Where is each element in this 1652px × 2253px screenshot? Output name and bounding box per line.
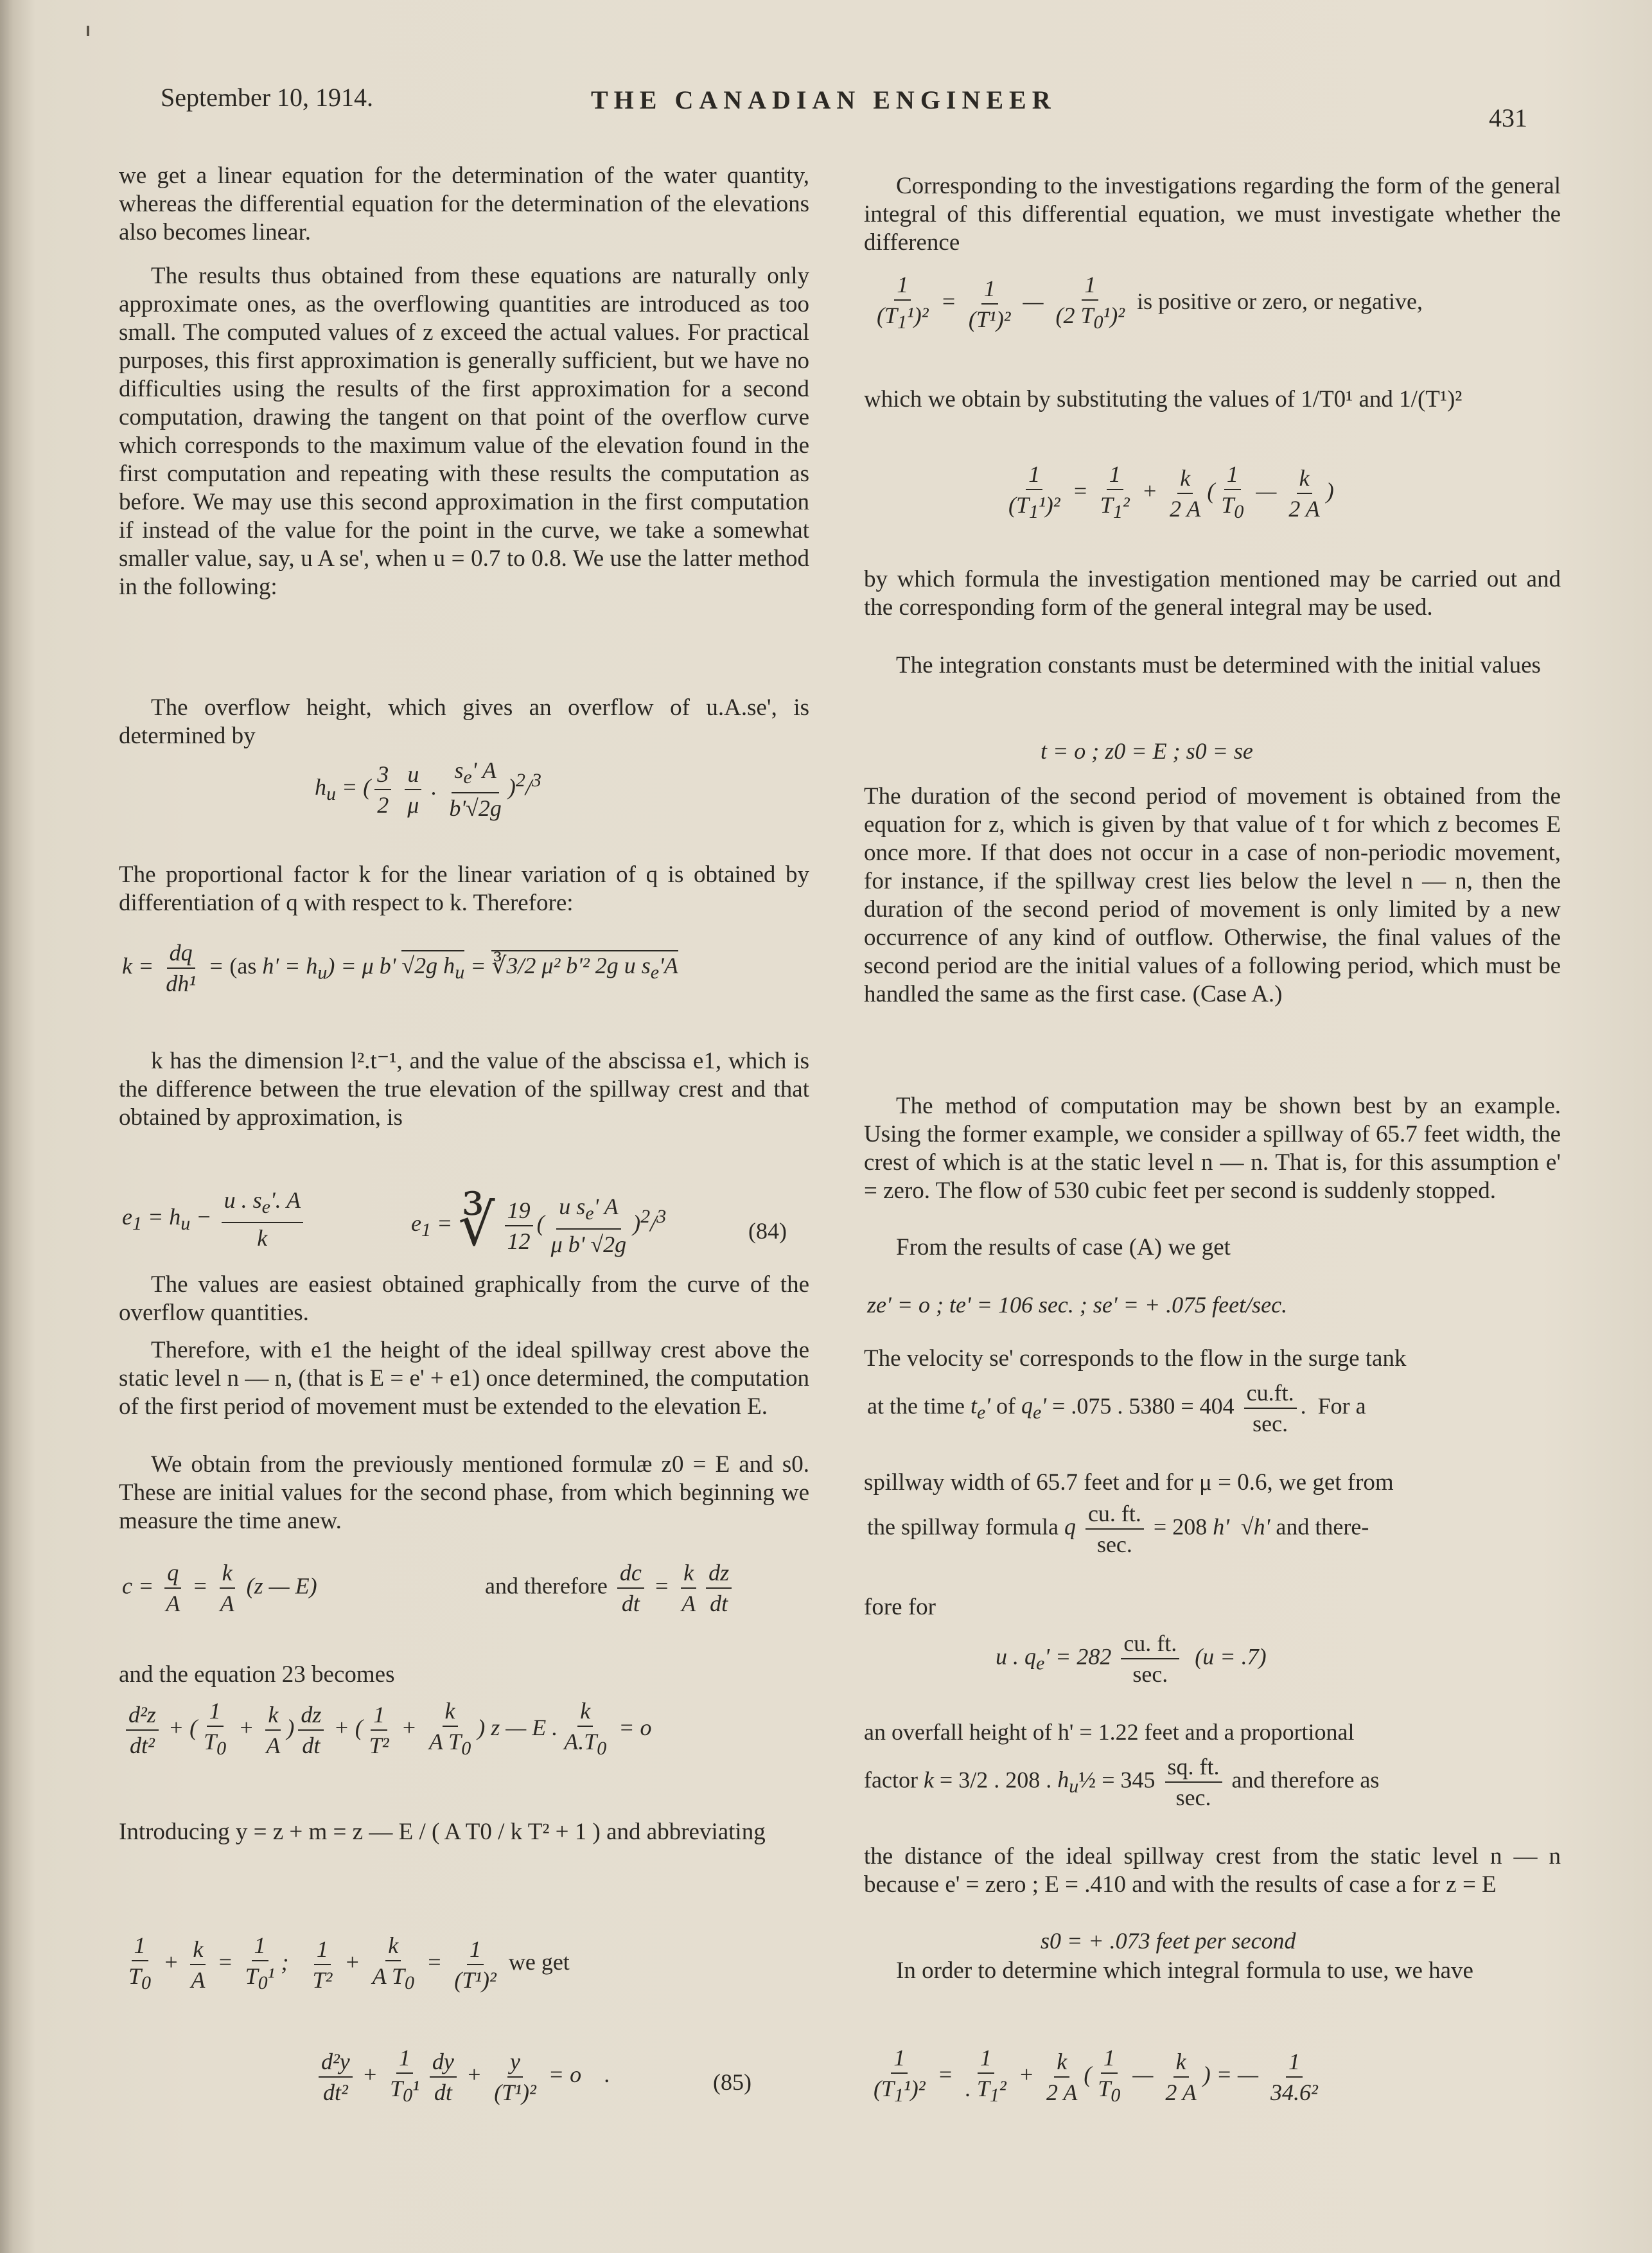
equation-surge-flow: at the time $t_e'$ of $q_e' = .075$ . 5380 = 404 $\frac{cu.ft.}{\sec.}$ . For a	[867, 1378, 1366, 1438]
equation-abbreviations: $\frac{1}{T_0}$ + $\frac{k}{A}$ = $\frac{1}{T_0^1}$ ; $\frac{1}{\text{T²}}$ + $\frac{k}{A T_0}$ = $\frac{1}{\text{(T¹)²}}$ we get	[122, 1931, 570, 1998]
left-paragraph-8: We obtain from the previously mentioned formulæ z0 = E and s0. These are initial values for the second phase, from which beginning we measure the time anew.	[119, 1451, 809, 1534]
right-paragraph-6: The method of computation may be shown best by an example. Using the former example, we consider a spillway of 65.7 feet width, the crest of which is at the static level n — n. That is, for this assumption e' = zero. The flow of 530 cubic feet per second is suddenly stopped.	[864, 1093, 1561, 1204]
left-paragraph-5: k has the dimension l².t⁻¹, and the value of the abscissa e1, which is the difference between the true elevation of the spillway crest and that obtained by approximation, is	[119, 1048, 809, 1131]
left-paragraph-6: The values are easiest obtained graphically from the curve of the overflow quantities.	[119, 1271, 809, 1326]
equation-difference: $\frac{1}{(T_1^1)^2}$ = $\frac{1}{\text{(T¹)²}}$ — $\frac{1}{(2 T_0^1)^2}$ is positive or zero, or negative,	[870, 270, 1423, 337]
left-paragraph-9: and the equation 23 becomes	[119, 1661, 395, 1688]
equation-85: $\frac{\text{d²y}}{\text{dt²}}$ + $\frac{1}{T_0^1}$ $\frac{dy}{dt}$ + $\frac{y}{\text{(T¹)²}}$ = o .	[315, 2043, 610, 2110]
left-paragraph-4: The proportional factor k for the linear variation of q is obtained by differentiation of q with respect to k. Therefore:	[119, 861, 809, 916]
equation-substitution: $\frac{1}{(T_1^1)^2}$ = $\frac{1}{T_1^2}$ + $\frac{k}{2 A}$ ( $\frac{1}{T_0}$ — $\frac{k}{2 A}$ )	[1002, 459, 1334, 527]
equation-factor-k: factor k = 3/2 . 208 . $h_u\frac{1}{2} = 345$ $\frac{sq. ft.}{\sec.}$ and therefore as	[864, 1752, 1379, 1812]
right-paragraph-8: The velocity se' corresponds to the flow in the surge tank	[864, 1345, 1407, 1372]
right-paragraph-10: fore for	[864, 1594, 936, 1620]
equation-number-85: (85)	[713, 2069, 751, 2095]
right-paragraph-5: The duration of the second period of movement is obtained from the equation for z, which is given by that value of t for which z becomes E once more. If that does not occur in a case of non-periodic movement, for instance, if the spillway crest lies below the level n — n, then the duration of the second period of movement is only limited by a new occurrence of any kind of outflow. Otherwise, the final values of the second period are the initial values of a following period, which must be handled the same as the first case. (Case A.)	[864, 783, 1561, 1007]
left-paragraph-7: Therefore, with e1 the height of the ideal spillway crest above the static level n — n, (that is E = e' + e1) once determined, the computation of the first period of movement must be extended to the elevation E.	[119, 1337, 809, 1420]
equation-s0: s0 = + .073 feet per second	[1041, 1928, 1296, 1954]
equation-final-check: $\frac{1}{(T_1^1)^2}$ = $\frac{1}{. T_1^2}$ + $\frac{k}{2 A}$ ( $\frac{1}{T_0}$ — $\frac{k}{2 A}$ ) = — $\frac{1}{\text{34.6²}}$	[867, 2043, 1324, 2110]
equation-results-case-a: ze' = o ; te' = 106 sec. ; se' = + .075 feet/sec.	[867, 1292, 1288, 1318]
left-paragraph-1: we get a linear equation for the determination of the water quantity, whereas the differential equation for the determination of the elevations also becomes linear.	[119, 163, 809, 245]
left-paragraph-10: Introducing y = z + m = z — E / ( A T0 / k T² + 1 ) and abbreviating	[119, 1819, 766, 1845]
equation-overfall-height: an overfall height of h' = 1.22 feet and a proportional	[864, 1719, 1355, 1745]
right-paragraph-3: by which formula the investigation mentioned may be carried out and the corresponding form of the general integral may be used.	[864, 566, 1561, 621]
right-paragraph-9: spillway width of 65.7 feet and for μ = 0.6, we get from	[864, 1469, 1394, 1496]
right-paragraph-12: In order to determine which integral formula to use, we have	[896, 1957, 1473, 1984]
equation-reduced-flow: u . $q_e' = 282$ $\frac{cu. ft.}{\sec.}$ (u = .7)	[996, 1629, 1267, 1689]
right-paragraph-1: Corresponding to the investigations regarding the form of the general integral of this differential equation, we must investigate whether the difference	[864, 173, 1561, 256]
equation-spillway-formula: the spillway formula q $\frac{cu. ft.}{\sec.}$ = 208 h' √h' and there-	[867, 1499, 1369, 1559]
equation-initial-values: t = o ; z0 = E ; s0 = se	[1041, 738, 1253, 764]
equation-abscissa-e1-root: $e_1$ = ∛ $\frac{19}{12}$ ( $\frac{u s_e' A}{\text{μ b' √2g}}$ )$^2$/$^3$	[411, 1192, 666, 1259]
equation-number-84: (84)	[748, 1218, 787, 1244]
equation-23-transformed: $\frac{\text{d²z}}{\text{dt²}}$ + ( $\frac{1}{T_0}$ + $\frac{k}{A}$ ) $\frac{dz}{dt}$ + ( $\frac{1}{\text{T²}}$ + $\frac{k}{A T_0}$ ) z — E . $\frac{k}{A.T_0}$ = o	[122, 1696, 652, 1763]
equation-velocity-c: c = $\frac{q}{A}$ = $\frac{k}{A}$ (z — E)	[122, 1558, 317, 1618]
page-number: 431	[1489, 103, 1527, 132]
print-mark	[87, 26, 89, 36]
right-paragraph-4: The integration constants must be determined with the initial values	[896, 652, 1541, 678]
issue-date: September 10, 1914.	[161, 83, 374, 112]
right-paragraph-11: the distance of the ideal spillway crest from the static level n — n because e' = zero ; E = .410 and with the results of case a for z = E	[864, 1843, 1561, 1898]
left-paragraph-2: The results thus obtained from these equations are naturally only approximate ones, as the overflowing quantities are introduced as too small. The computed values of z exceed the actual values. For practical purposes, this first approximation is generally sufficient, but we have no difficulties using the results of the first approximation for a second computation, drawing the tangent on that point of the overflow curve which corresponds to the maximum value of the elevation found in the first computation and repeating with these results the computation as before. We may use this second approximation in the first computation if instead of the value for the point in the curve, we take a somewhat smaller value, say, u A se', when u = 0.7 to 0.8. We use the latter method in the following:	[119, 263, 809, 600]
right-paragraph-7: From the results of case (A) we get	[896, 1234, 1231, 1260]
left-paragraph-3: The overflow height, which gives an overflow of u.A.se', is determined by	[119, 694, 809, 749]
right-paragraph-2: which we obtain by substituting the values of 1/T0¹ and 1/(T¹)²	[864, 386, 1463, 412]
equation-velocity-derivative: and therefore $\frac{dc}{dt}$ = $\frac{k}{A}$ $\frac{dz}{dt}$	[485, 1558, 735, 1618]
equation-overflow-height: $h_u$ = ( $\frac{3}{2}$ $\frac{u}{\mu}$ . $\frac{s_e' A}{b'√2g}$ )$^2$/$^3$	[315, 755, 541, 823]
equation-proportional-factor: k = $\frac{dq}{\text{dh¹}}$ = (as $h' = h_u) = \mu$ b' √2g $h_u$ = ∛3/2 μ² b'² 2g u $s_e'A$	[122, 938, 678, 998]
equation-abscissa-e1: $e_1 = h_u$ − $\frac{u . s_e'. A}{k}$	[122, 1185, 307, 1253]
journal-title: THE CANADIAN ENGINEER	[591, 85, 1057, 114]
